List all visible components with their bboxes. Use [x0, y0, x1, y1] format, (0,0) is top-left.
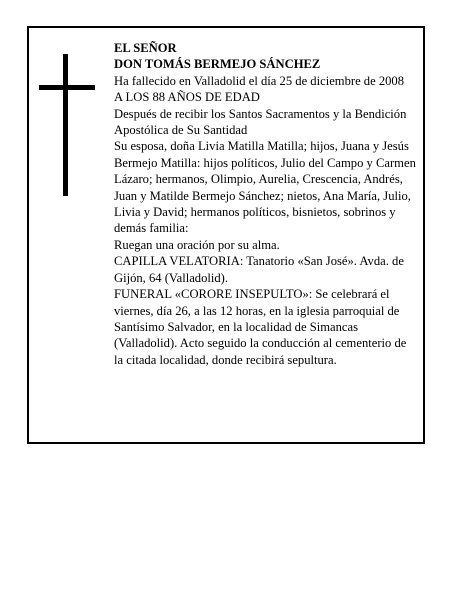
- prayer-request: Ruegan una oración por su alma.: [114, 237, 280, 252]
- sacraments-note: Después de recibir los Santos Sacramentos y la Bendición Apostólica de Su Santidad: [114, 106, 407, 138]
- notice-title: EL SEÑOR: [114, 41, 177, 55]
- family-list: Su esposa, doña Livia Matilla Matilla; hijos, Juana y Jesús Bermejo Matilla: hijos políticos, Julio del Campo y Carmen Lázaro; hermanos, Olimpio, Aurelia, Crescencia, Andrés, Juan y Matilde Bermejo Sánchez; nietos, Ana María, Julio, Livia y David; hermanos políticos, bisnietos, sobrinos y demás familia:: [114, 139, 416, 236]
- obituary-text: [114, 40, 418, 368]
- age-at-death: A LOS 88 AÑOS DE EDAD: [114, 90, 260, 105]
- cross-horizontal-bar: [39, 85, 95, 90]
- funeral-details: FUNERAL «CORORE INSEPULTO»: Se celebrará el viernes, día 26, a las 12 horas, en la iglesia parroquial de Santísimo Salvador, en la localidad de Simancas (Valladolid). Acto seguido la conducción al cementerio de la citada localidad, donde recibirá sepultura.: [114, 287, 407, 367]
- death-announcement: Ha fallecido en Valladolid el día 25 de diciembre de 2008: [114, 73, 405, 88]
- wake-details: CAPILLA VELATORIA: Tanatorio «San José». Avda. de Gijón, 64 (Valladolid).: [114, 254, 404, 285]
- cross-vertical-bar: [63, 54, 68, 196]
- deceased-name: DON TOMÁS BERMEJO SÁNCHEZ: [114, 57, 321, 72]
